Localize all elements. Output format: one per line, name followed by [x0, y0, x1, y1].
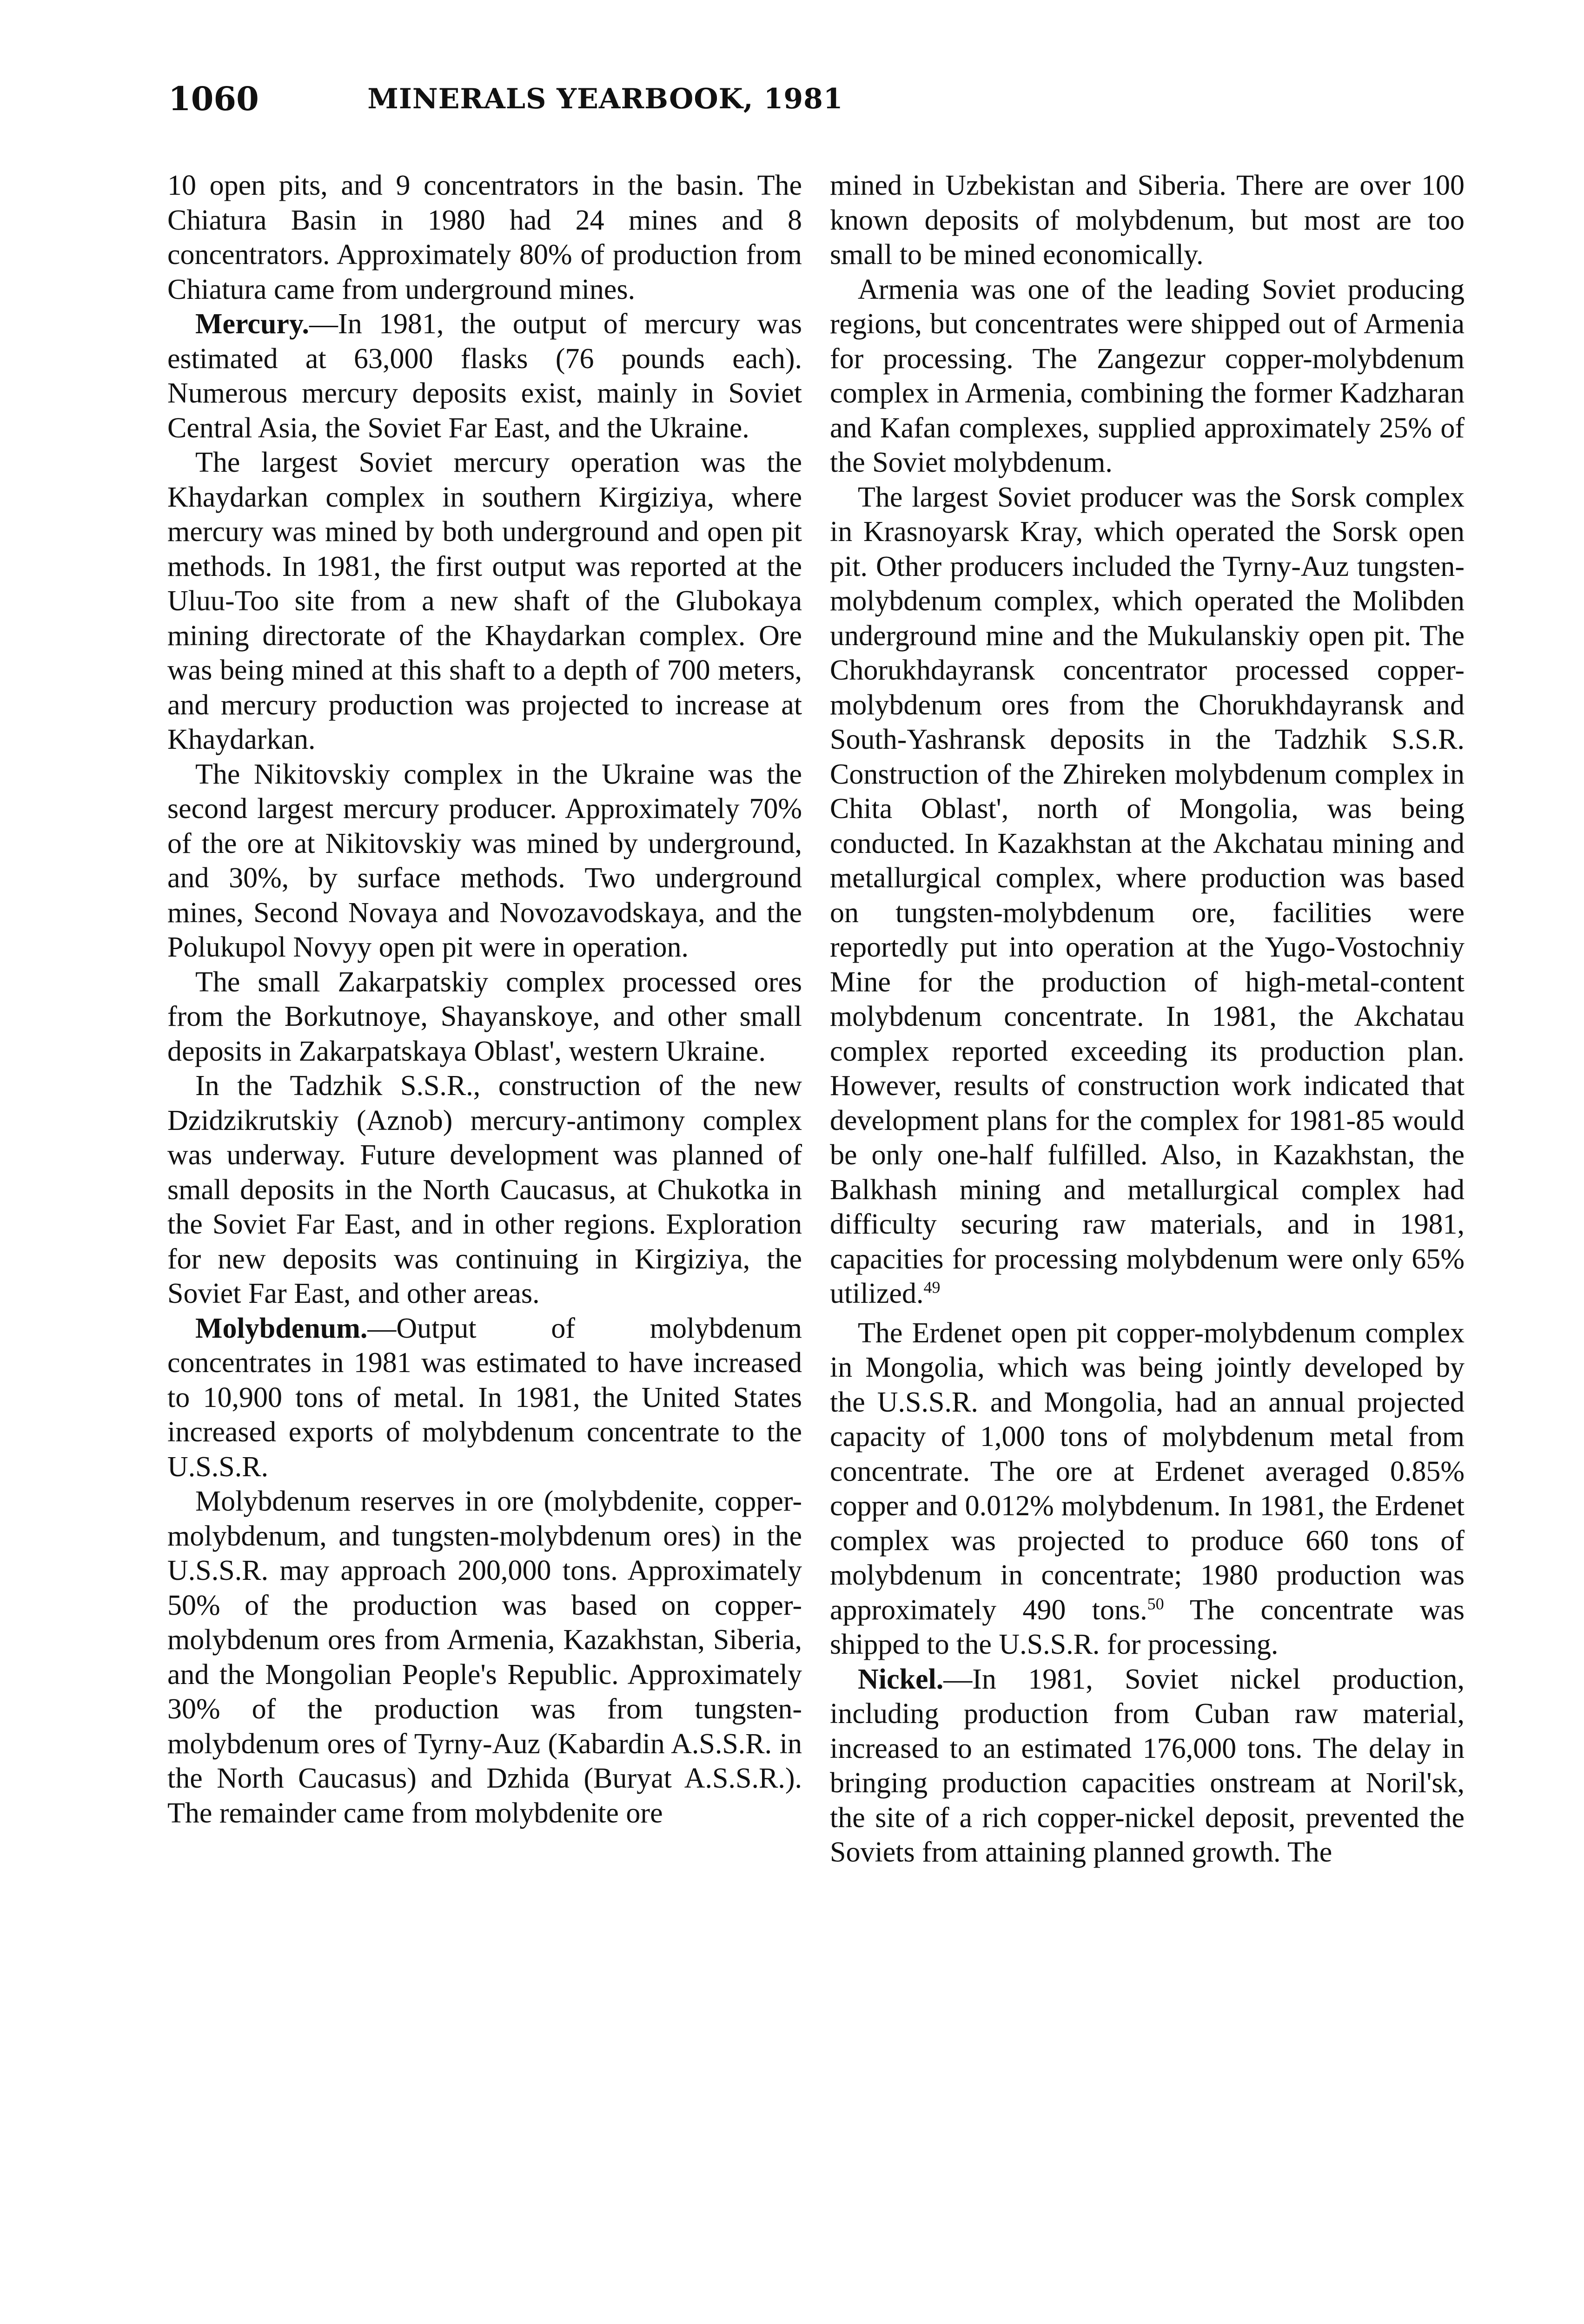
paragraph: Armenia was one of the leading Soviet producing regions, but concentrates were shipped out of Armenia for processing. The Zangezur copper-molybdenum complex in Armenia, combining the former Kadzharan and Kafan complexes, supplied approximately 25% of the Soviet molybdenum. — [830, 273, 1465, 478]
section-heading-molybdenum: Molybdenum. — [195, 1312, 368, 1344]
paragraph — [830, 480, 1465, 1311]
paragraph: In the Tadzhik S.S.R., construction of the new Dzidzikrutskiy (Aznob) mercury-antimony complex was underway. Future development was planned of small deposits in the North Caucasus, at Chukotka in the Soviet Far East, and in other regions. Exploration for new deposits was continuing in Kirgiziya, the Soviet Far East, and other areas. — [167, 1070, 802, 1309]
paragraph-text: The concentrate was shipped to the U.S.S.R. for processing. — [830, 1594, 1465, 1660]
footnote-ref: 50 — [1147, 1594, 1164, 1613]
paragraph-text: The Erdenet open pit copper-molybdenum complex in Mongolia, which was being jointly developed by the U.S.S.R. and Mongolia, had an annual projected capacity of 1,000 tons of molybdenum metal from concentrate. The ore at Erdenet averaged 0.85% copper and 0.012% molybdenum. In 1981, the Erdenet complex was projected to produce 660 tons of molybdenum in concentrate; 1980 production was approximately 490 tons. — [830, 1317, 1465, 1626]
paragraph: Molybdenum reserves in ore (molybdenite, copper-molybdenum, and tungsten-molybdenum ores) in the U.S.S.R. may approach 200,000 tons. Approximately 50% of the production was based on copper-molybdenum ores from Armenia, Kazakhstan, Siberia, and the Mongolian People's Republic. Approximately 30% of the production was from tungsten-molybdenum ores of Tyrny-Auz (Kabardin A.S.S.R. in the North Caucasus) and Dzhida (Buryat A.S.S.R.). The remainder came from molybdenite ore — [167, 1486, 802, 1829]
footnote-ref: 49 — [923, 1278, 941, 1297]
page-number: 1060 — [168, 79, 259, 118]
section-heading-nickel: Nickel. — [858, 1663, 944, 1695]
page-header — [168, 78, 1042, 125]
right-column — [830, 168, 1465, 1870]
section-heading-mercury: Mercury. — [195, 308, 310, 340]
paragraph-text: —Output of molybdenum concentrates in 1981 was estimated to have increased to 10,900 tons of metal. In 1981, the United States increased exports of molybdenum concentrate to the U.S.S.R. — [167, 1312, 802, 1483]
paragraph: The Nikitovskiy complex in the Ukraine was the second largest mercury producer. Approximately 70% of the ore at Nikitovskiy was mined by underground, and 30%, by surface methods. Two underground mines, Second Novaya and Novozavodskaya, and the Polukupol Novyy open pit were in operation. — [167, 758, 802, 963]
left-column — [167, 168, 802, 1830]
paragraph-molybdenum — [167, 1311, 802, 1485]
paragraph: mined in Uzbekistan and Siberia. There are over 100 known deposits of molybdenum, but most are too small to be mined economically. — [830, 170, 1465, 271]
paragraph: The small Zakarpatskiy complex processed ores from the Borkutnoye, Shayanskoye, and other small deposits in Zakarpatskaya Oblast', western Ukraine. — [167, 966, 802, 1067]
paragraph: The largest Soviet mercury operation was the Khaydarkan complex in southern Kirgiziya, where mercury was mined by both underground and open pit methods. In 1981, the first output was reported at the Uluu-Too site from a new shaft of the Glubokaya mining directorate of the Khaydarkan complex. Ore was being mined at this shaft to a depth of 700 meters, and mercury production was projected to increase at Khaydarkan. — [167, 447, 802, 755]
paragraph-nickel — [830, 1662, 1465, 1870]
paragraph: 10 open pits, and 9 concentrators in the basin. The Chiatura Basin in 1980 had 24 mines and 8 concentrators. Approximately 80% of production from Chiatura came from underground mines. — [167, 170, 802, 305]
running-head: MINERALS YEARBOOK, 1981 — [367, 83, 843, 115]
paragraph-text: —In 1981, Soviet nickel production, including production from Cuban raw material, increased to an estimated 176,000 tons. The delay in bringing production capacities onstream at Noril'sk, the site of a rich copper-nickel deposit, prevented the Soviets from attaining planned growth. The — [830, 1663, 1465, 1868]
paragraph — [830, 1316, 1465, 1662]
paragraph-mercury — [167, 307, 802, 445]
paragraph-text: The largest Soviet producer was the Sorsk complex in Krasnoyarsk Kray, which operated the Sorsk open pit. Other producers included the Tyrny-Auz tungsten-molybdenum complex, which operated the Molibden underground mine and the Mukulanskiy open pit. The Chorukhdayransk concentrator processed copper-molybdenum ores from the Chorukhdayransk and South-Yashransk deposits in the Tadzhik S.S.R. Construction of the Zhireken molybdenum complex in Chita Oblast', north of Mongolia, was being conducted. In Kazakhstan at the Akchatau mining and metallurgical complex, where production was based on tungsten-molybdenum ore, facilities were reportedly put into operation at the Yugo-Vostochniy Mine for the production of high-metal-content molybdenum concentrate. In 1981, the Akchatau complex reported exceeding its production plan. However, results of construction work indicated that development plans for the complex for 1981-85 would be only one-half fulfilled. Also, in Kazakhstan, the Balkhash mining and metallurgical complex had difficulty securing raw materials, and in 1981, capacities for processing molybdenum were only 65% utilized. — [830, 481, 1465, 1309]
paragraph-text: —In 1981, the output of mercury was estimated at 63,000 flasks (76 pounds each). Numerous mercury deposits exist, mainly in Soviet Central Asia, the Soviet Far East, and the Ukraine. — [167, 308, 802, 444]
